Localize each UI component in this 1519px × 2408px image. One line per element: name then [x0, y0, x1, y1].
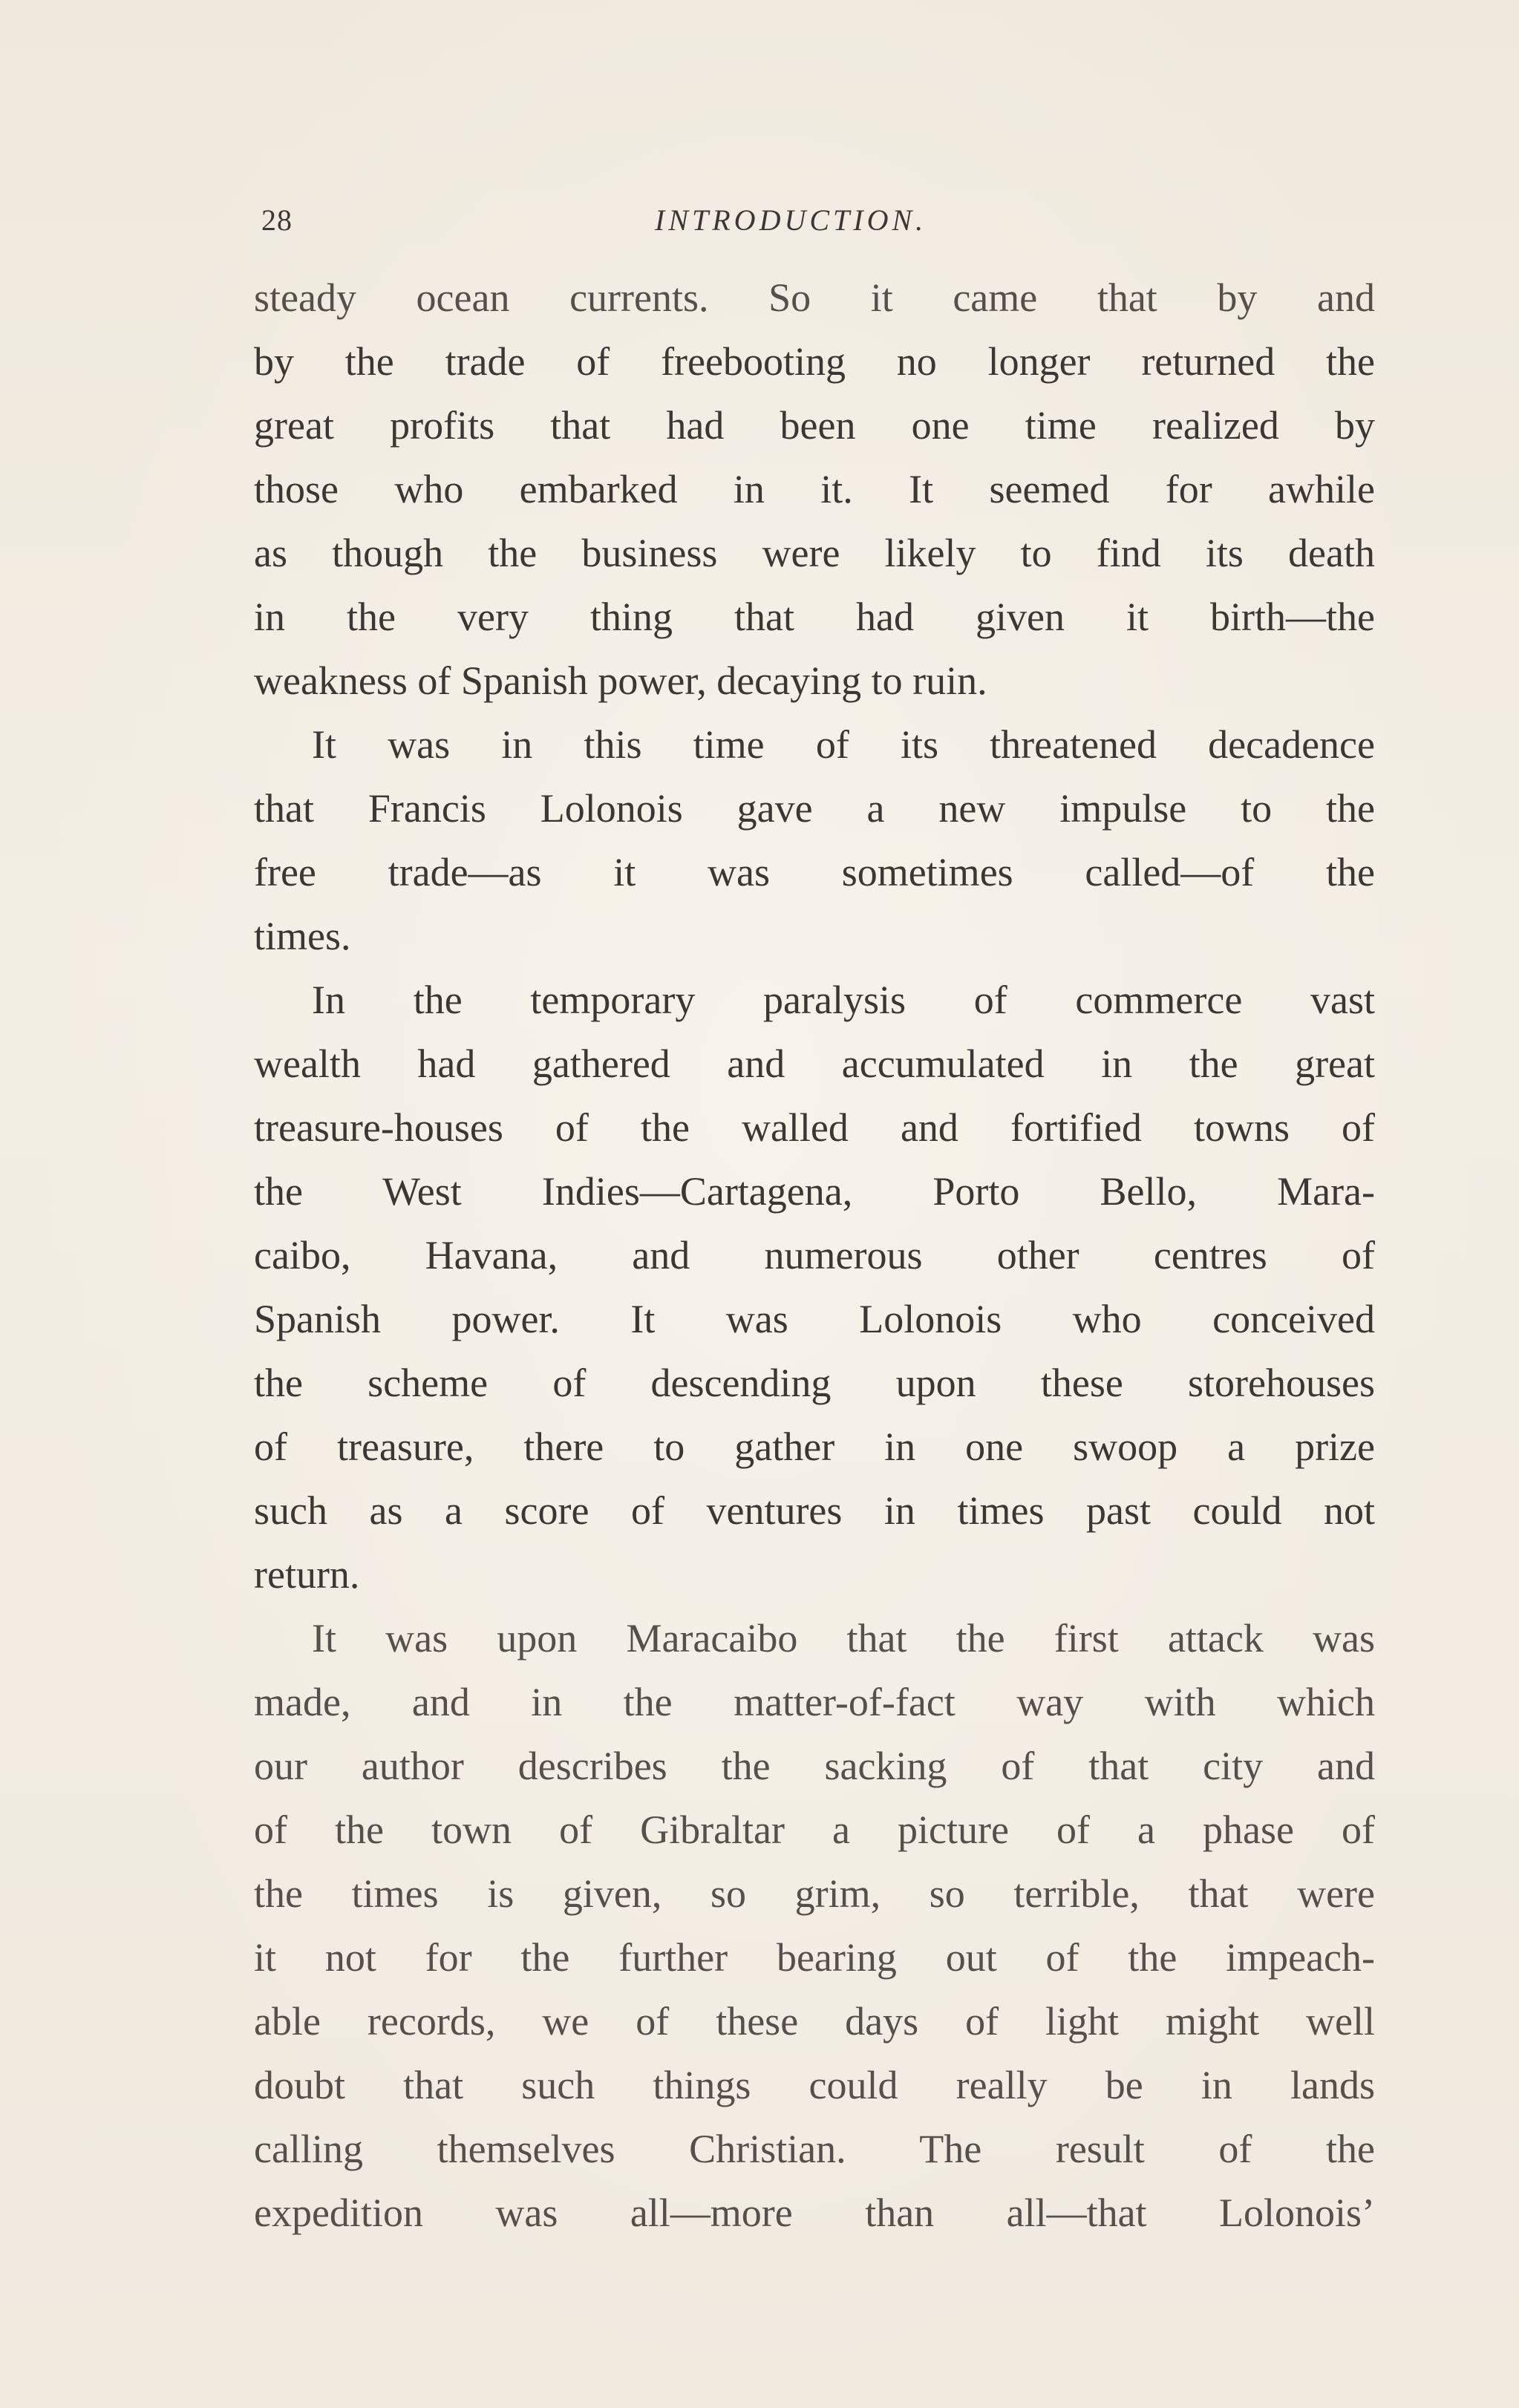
- paragraph-start: It was in this time of its threatened decadence: [312, 722, 1375, 767]
- text-line: as though the business were likely to find its death: [254, 531, 1375, 575]
- text-line: steady ocean currents. So it came that by and: [254, 275, 1375, 320]
- text-line: treasure-houses of the walled and fortified towns of: [254, 1105, 1375, 1150]
- text-line: able records, we of these days of light might well: [254, 1999, 1375, 2044]
- paragraph-start: It was upon Maracaibo that the first attack was: [312, 1616, 1375, 1661]
- text-line: of treasure, there to gather in one swoop a prize: [254, 1424, 1375, 1469]
- text-line: such as a score of ventures in times past could not: [254, 1488, 1375, 1533]
- text-line: calling themselves Christian. The result of the: [254, 2127, 1375, 2171]
- text-line: doubt that such things could really be in lands: [254, 2063, 1375, 2107]
- text-line: made, and in the matter-of-fact way with which: [254, 1680, 1375, 1724]
- text-line: by the trade of freebooting no longer returned the: [254, 339, 1375, 384]
- page-header: [261, 194, 1375, 246]
- text-line: expedition was all—more than all—that Lolonois’: [254, 2191, 1375, 2235]
- text-line: free trade—as it was sometimes called—of the: [254, 850, 1375, 894]
- text-line: wealth had gathered and accumulated in the great: [254, 1041, 1375, 1086]
- text-line: our author describes the sacking of that city and: [254, 1744, 1375, 1788]
- text-line: weakness of Spanish power, decaying to ruin.: [254, 658, 987, 703]
- text-line: the times is given, so grim, so terrible, that were: [254, 1871, 1375, 1916]
- text-line: of the town of Gibraltar a picture of a phase of: [254, 1807, 1375, 1852]
- text-line: return.: [254, 1552, 360, 1597]
- text-line: it not for the further bearing out of the impeach-: [254, 1935, 1375, 1980]
- text-line: caibo, Havana, and numerous other centres of: [254, 1233, 1375, 1277]
- text-line: the scheme of descending upon these storehouses: [254, 1361, 1375, 1405]
- body-text: [254, 266, 1375, 2245]
- text-line: Spanish power. It was Lolonois who conceived: [254, 1297, 1375, 1341]
- page-number: 28: [261, 203, 293, 237]
- running-head: INTRODUCTION.: [655, 203, 927, 237]
- text-line: those who embarked in it. It seemed for awhile: [254, 467, 1375, 511]
- paragraph-start: In the temporary paralysis of commerce vast: [312, 978, 1375, 1022]
- text-line: times.: [254, 914, 351, 958]
- text-line: in the very thing that had given it birth—the: [254, 595, 1375, 639]
- text-line: that Francis Lolonois gave a new impulse to the: [254, 786, 1375, 831]
- text-line: great profits that had been one time realized by: [254, 403, 1375, 448]
- text-line: the West Indies—Cartagena, Porto Bello, Mara-: [254, 1169, 1375, 1214]
